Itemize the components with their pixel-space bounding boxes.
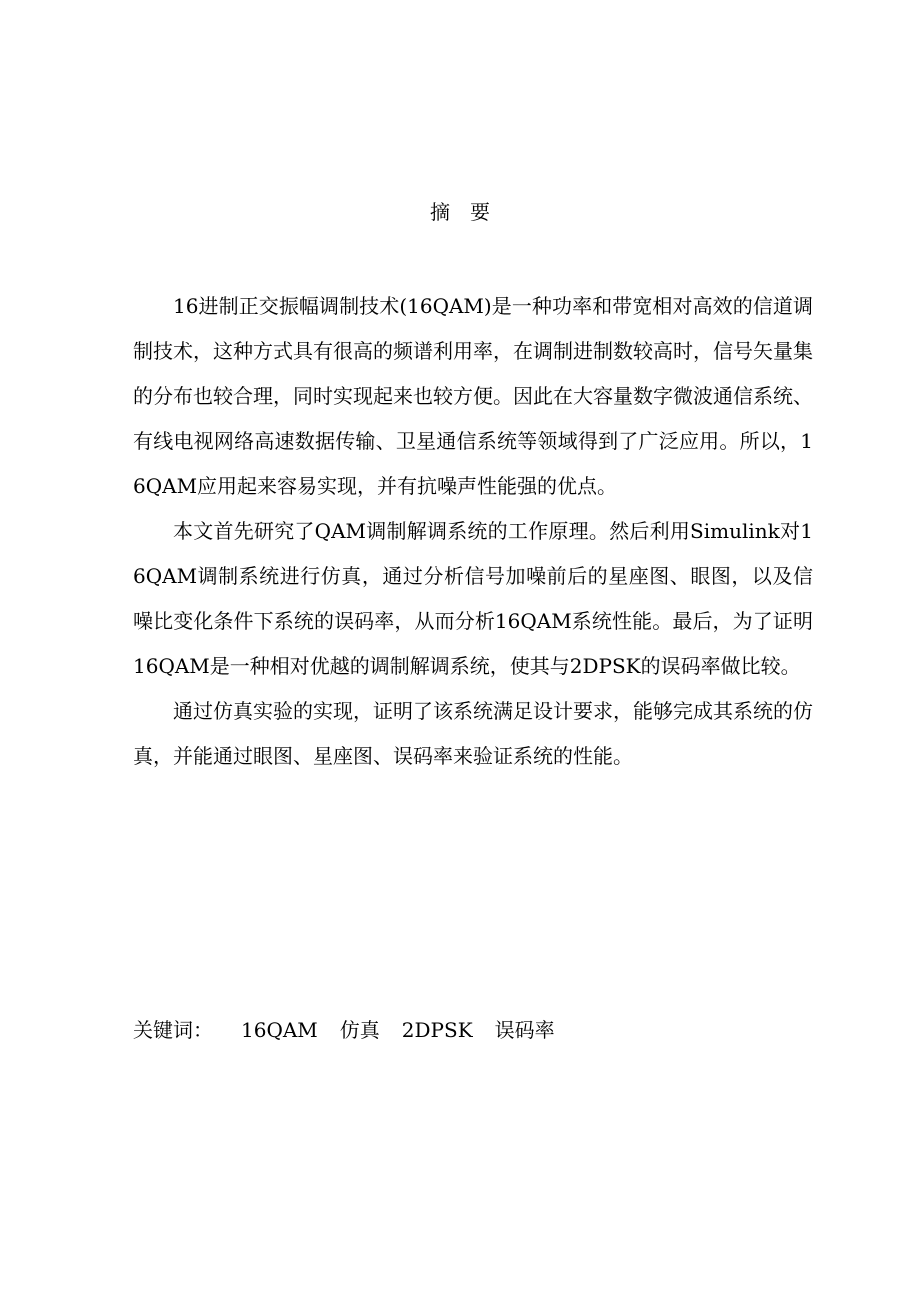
keyword-item: 16QAM bbox=[241, 1018, 318, 1042]
abstract-paragraph: 通过仿真实验的实现，证明了该系统满足设计要求，能够完成其系统的仿真，并能通过眼图、星座图、误码率来验证系统的性能。 bbox=[133, 699, 813, 768]
abstract-paragraph: 16进制正交振幅调制技术(16QAM)是一种功率和带宽相对高效的信道调制技术，这种方式具有很高的频谱利用率，在调制进制数较高时，信号矢量集的分布也较合理，同时实现起来也较方便。因此在大容量数字微波通信系统、有线电视网络高速数据传输、卫星通信系统等领域得到了广泛应用。所以，16QAM应用起来容易实现，并有抗噪声性能强的优点。 bbox=[133, 294, 813, 498]
abstract-paragraph: 本文首先研究了QAM调制解调系统的工作原理。然后利用Simulink对16QAM调制系统进行仿真，通过分析信号加噪前后的星座图、眼图，以及信噪比变化条件下系统的误码率，从而分析16QAM系统性能。最后，为了证明16QAM是一种相对优越的调制解调系统，使其与2DPSK的误码率做比较。 bbox=[133, 519, 813, 678]
abstract-title: 摘 要 bbox=[430, 200, 490, 224]
keywords-line bbox=[133, 1014, 813, 1046]
keyword-item: 误码率 bbox=[494, 1018, 555, 1042]
keyword-item: 仿真 bbox=[339, 1018, 380, 1042]
keywords-label: 关键词： bbox=[133, 1018, 213, 1042]
keyword-item: 2DPSK bbox=[401, 1018, 473, 1042]
abstract-body bbox=[133, 284, 813, 779]
